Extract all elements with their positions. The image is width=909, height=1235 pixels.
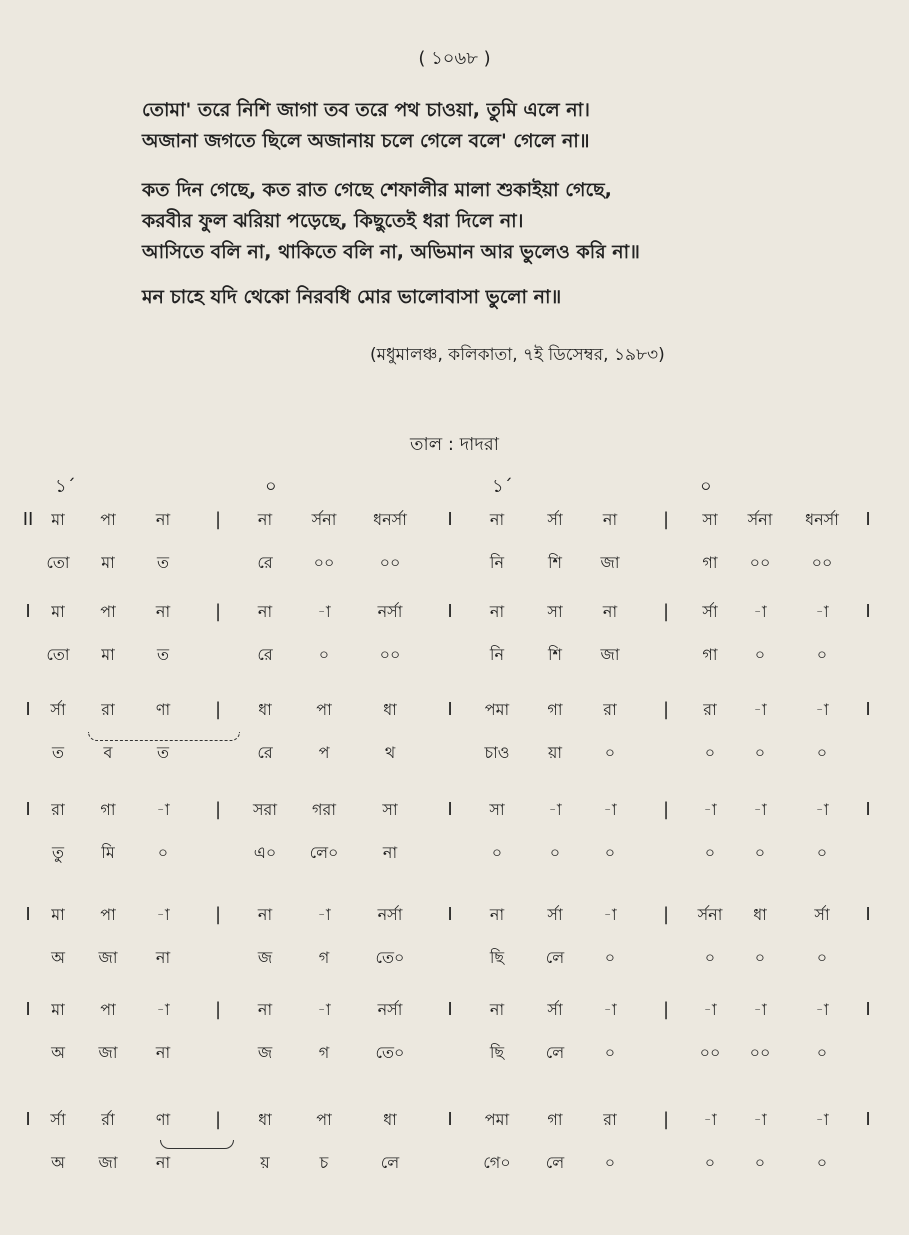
lyric-syllable: লে xyxy=(380,1153,400,1172)
lyric-syllable: গা xyxy=(702,645,718,664)
lyric-syllable: রে xyxy=(257,743,273,762)
lyric-syllable: ০ xyxy=(604,1043,616,1062)
lyric-syllable: রে xyxy=(257,645,273,664)
swara-note: পমা xyxy=(484,1110,510,1129)
swara-note: রা xyxy=(603,700,617,719)
swara-note: ধা xyxy=(383,700,397,719)
swara-note: গা xyxy=(547,1110,563,1129)
lyric-syllable: ০ xyxy=(816,743,828,762)
lyric-syllable: নি xyxy=(489,553,505,572)
swara-note: সা xyxy=(382,800,398,819)
swara-note: -া xyxy=(703,1000,717,1019)
swara-note: না xyxy=(489,1000,505,1019)
bar-line: | xyxy=(662,799,670,820)
lyric-syllable: ০ xyxy=(816,1153,828,1172)
swara-note: সা xyxy=(702,510,718,529)
lyric-syllable: ০ xyxy=(604,1153,616,1172)
swara-note: -া xyxy=(815,800,829,819)
swara-note: না xyxy=(489,510,505,529)
swara-note: র্সা xyxy=(547,510,563,529)
lyric-syllable: গ xyxy=(318,948,330,967)
swara-note: না xyxy=(155,602,171,621)
slur-mark xyxy=(160,1140,234,1149)
bar-line: | xyxy=(662,1109,670,1130)
swara-note: ণা xyxy=(155,1110,171,1129)
swara-note: -া xyxy=(815,602,829,621)
lyric-syllable: শি xyxy=(547,553,563,572)
swara-note: -া xyxy=(703,1110,717,1129)
swara-note: -া xyxy=(815,1110,829,1129)
swara-note: মা xyxy=(51,510,65,529)
swara-note: র্সা xyxy=(547,905,563,924)
swara-note: -া xyxy=(317,905,331,924)
swara-note: র্সা xyxy=(50,700,66,719)
lyric-syllable: মি xyxy=(101,843,115,862)
bar-line: I xyxy=(25,699,31,720)
swara-note: না xyxy=(257,905,273,924)
lyric-syllable: ০০ xyxy=(749,1043,771,1062)
lyric-syllable: ০ xyxy=(754,843,766,862)
lyric-syllable: ০ xyxy=(754,948,766,967)
bar-line: | xyxy=(214,1109,222,1130)
swara-note: ধা xyxy=(383,1110,397,1129)
swara-note: নর্সা xyxy=(377,905,403,924)
lyric-syllable: তে০ xyxy=(375,948,405,967)
lyric-syllable: চ xyxy=(319,1153,329,1172)
swara-note: -া xyxy=(815,1000,829,1019)
bar-line: | xyxy=(214,601,222,622)
lyric-syllable: শি xyxy=(547,645,563,664)
lyric-syllable: ত xyxy=(51,743,65,762)
swara-note: ধনর্সা xyxy=(373,510,407,529)
bar-line: II xyxy=(22,509,34,530)
swara-note: পা xyxy=(316,700,332,719)
swara-note: ধা xyxy=(753,905,767,924)
swara-note: -া xyxy=(317,602,331,621)
lyric-syllable: ০০ xyxy=(749,553,771,572)
swara-note: ণা xyxy=(155,700,171,719)
swara-note: ধনর্সা xyxy=(805,510,839,529)
bar-line: | xyxy=(214,999,222,1020)
bar-line: I xyxy=(865,1109,871,1130)
swara-note: -া xyxy=(753,800,767,819)
swara-note: -া xyxy=(156,1000,170,1019)
swara-note: -া xyxy=(753,602,767,621)
bar-line: I xyxy=(447,509,453,530)
swara-note: মা xyxy=(51,1000,65,1019)
bar-line: I xyxy=(447,904,453,925)
lyric-syllable: ০০ xyxy=(379,553,401,572)
bar-line: | xyxy=(214,509,222,530)
lyrics-block xyxy=(142,95,862,313)
bar-line: I xyxy=(25,904,31,925)
swara-note: রা xyxy=(703,700,717,719)
swara-note: না xyxy=(155,510,171,529)
lyric-syllable: তু xyxy=(51,843,65,862)
lyric-syllable: ছি xyxy=(489,1043,505,1062)
lyric-syllable: নি xyxy=(489,645,505,664)
swara-note: না xyxy=(602,510,618,529)
bar-line: I xyxy=(447,601,453,622)
swara-note: -া xyxy=(603,905,617,924)
lyric-syllable: ০ xyxy=(604,948,616,967)
lyric-syllable: ০০ xyxy=(379,645,401,664)
bar-line: I xyxy=(447,699,453,720)
bar-line: I xyxy=(25,1109,31,1130)
swara-note: পা xyxy=(100,602,116,621)
lyric-syllable: ০০ xyxy=(699,1043,721,1062)
lyric-syllable: ব xyxy=(103,743,113,762)
swara-note: -া xyxy=(548,800,562,819)
swara-note: -া xyxy=(753,1000,767,1019)
swara-note: গরা xyxy=(312,800,336,819)
swara-note: র্রা xyxy=(101,1110,115,1129)
swara-note: না xyxy=(602,602,618,621)
lyric-line: তোমা' তরে নিশি জাগা তব তরে পথ চাওয়া, তুমি এলে না। xyxy=(142,99,590,121)
lyric-line: অজানা জগতে ছিলে অজানায় চলে গেলে বলে' গেলে না॥ xyxy=(142,130,590,152)
bar-line: I xyxy=(25,999,31,1020)
swara-note: র্সনা xyxy=(697,905,723,924)
lyric-syllable: য়া xyxy=(547,743,563,762)
swara-note: র্সা xyxy=(702,602,718,621)
lyric-syllable: ছি xyxy=(489,948,505,967)
beat-mark: ১´ xyxy=(492,476,513,497)
swara-note: সা xyxy=(547,602,563,621)
lyric-syllable: রে xyxy=(257,553,273,572)
source-citation: (মধুমালঞ্চ, কলিকাতা, ৭ই ডিসেম্বর, ১৯৮৩) xyxy=(370,345,665,365)
lyric-syllable: তে০ xyxy=(375,1043,405,1062)
swara-note: নর্সা xyxy=(377,602,403,621)
lyric-syllable: জা xyxy=(98,1043,118,1062)
bar-line: | xyxy=(662,999,670,1020)
lyric-syllable: ০ xyxy=(816,645,828,664)
bar-line: I xyxy=(447,799,453,820)
lyric-syllable: লে xyxy=(545,1043,565,1062)
swara-note: -া xyxy=(317,1000,331,1019)
swara-note: মা xyxy=(51,905,65,924)
lyric-syllable: গা xyxy=(702,553,718,572)
lyric-syllable: জা xyxy=(600,645,620,664)
lyric-syllable: ০ xyxy=(754,1153,766,1172)
swara-note: না xyxy=(489,905,505,924)
swara-note: নর্সা xyxy=(377,1000,403,1019)
lyric-syllable: মা xyxy=(101,645,115,664)
bar-line: I xyxy=(25,601,31,622)
lyric-syllable: ০ xyxy=(754,645,766,664)
lyric-syllable: জা xyxy=(98,1153,118,1172)
lyric-syllable: ০ xyxy=(549,843,561,862)
lyric-syllable: ০ xyxy=(816,843,828,862)
swara-note: -া xyxy=(603,1000,617,1019)
lyric-syllable: লে xyxy=(545,1153,565,1172)
lyric-syllable: ০ xyxy=(704,843,716,862)
bar-line: I xyxy=(447,1109,453,1130)
swara-note: র্সা xyxy=(50,1110,66,1129)
lyric-syllable: ০০ xyxy=(313,553,335,572)
lyric-syllable: অ xyxy=(51,1153,65,1172)
lyric-syllable: না xyxy=(155,1153,171,1172)
bar-line: | xyxy=(662,601,670,622)
lyric-syllable: য় xyxy=(260,1153,270,1172)
swara-note: সা xyxy=(489,800,505,819)
swara-note: গা xyxy=(100,800,116,819)
swara-note: পা xyxy=(316,1110,332,1129)
bar-line: | xyxy=(214,904,222,925)
bar-line: | xyxy=(662,509,670,530)
lyric-syllable: লে xyxy=(545,948,565,967)
lyric-syllable: লে০ xyxy=(309,843,339,862)
beat-mark: ০ xyxy=(265,476,277,497)
swara-note: না xyxy=(489,602,505,621)
lyric-syllable: ০ xyxy=(704,743,716,762)
lyric-syllable: গ xyxy=(318,1043,330,1062)
lyric-syllable: ০ xyxy=(816,948,828,967)
swara-note: -া xyxy=(753,700,767,719)
lyric-syllable: না xyxy=(155,948,171,967)
page-number: ( ১০৬৮ ) xyxy=(418,48,491,69)
bar-line: I xyxy=(865,601,871,622)
swara-note: -া xyxy=(753,1110,767,1129)
taal-heading: তাল : দাদরা xyxy=(410,434,499,455)
lyric-line: মন চাহে যদি থেকো নিরবধি মোর ভালোবাসা ভুলো না॥ xyxy=(142,286,562,308)
bar-line: I xyxy=(447,999,453,1020)
lyric-syllable: প xyxy=(318,743,330,762)
lyric-line: আসিতে বলি না, থাকিতে বলি না, অভিমান আর ভুলেও করি না॥ xyxy=(142,241,640,263)
swara-note: র্সনা xyxy=(311,510,337,529)
swara-note: না xyxy=(257,510,273,529)
lyric-syllable: ত xyxy=(156,743,170,762)
lyric-syllable: না xyxy=(382,843,398,862)
swara-note: ধা xyxy=(258,1110,272,1129)
bar-line: | xyxy=(662,904,670,925)
lyric-syllable: ০ xyxy=(157,843,169,862)
lyric-line: কত দিন গেছে, কত রাত গেছে শেফালীর মালা শুকাইয়া গেছে, xyxy=(142,179,612,201)
bar-line: I xyxy=(865,509,871,530)
lyric-syllable: না xyxy=(155,1043,171,1062)
swara-note: -া xyxy=(703,800,717,819)
lyric-syllable: অ xyxy=(51,1043,65,1062)
swara-note: না xyxy=(257,602,273,621)
swara-note: র্সা xyxy=(814,905,830,924)
swara-note: রা xyxy=(603,1110,617,1129)
swara-note: রা xyxy=(101,700,115,719)
lyric-syllable: ০ xyxy=(318,645,330,664)
slur-mark xyxy=(88,732,240,741)
lyric-syllable: জা xyxy=(600,553,620,572)
swara-note: -া xyxy=(156,905,170,924)
bar-line: I xyxy=(865,699,871,720)
swara-note: -া xyxy=(156,800,170,819)
lyric-syllable: ত xyxy=(156,645,170,664)
lyric-syllable: ০ xyxy=(704,1153,716,1172)
swara-note: গা xyxy=(547,700,563,719)
bar-line: | xyxy=(214,799,222,820)
beat-mark: ১´ xyxy=(55,476,76,497)
swara-note: পা xyxy=(100,510,116,529)
swara-note: মা xyxy=(51,602,65,621)
swara-note: সরা xyxy=(252,800,278,819)
lyric-syllable: মা xyxy=(101,553,115,572)
bar-line: I xyxy=(25,799,31,820)
beat-mark: ০ xyxy=(700,476,712,497)
lyric-syllable: চাও xyxy=(484,743,510,762)
swara-note: ধা xyxy=(258,700,272,719)
bar-line: I xyxy=(865,904,871,925)
lyric-syllable: এ০ xyxy=(253,843,277,862)
lyric-syllable: ০ xyxy=(491,843,503,862)
lyric-syllable: জা xyxy=(98,948,118,967)
swara-note: না xyxy=(257,1000,273,1019)
swara-note: পমা xyxy=(484,700,510,719)
swara-note: পা xyxy=(100,905,116,924)
swara-note: -া xyxy=(815,700,829,719)
lyric-syllable: ০০ xyxy=(811,553,833,572)
swara-note: র্সনা xyxy=(747,510,773,529)
lyric-syllable: অ xyxy=(51,948,65,967)
lyric-syllable: ০ xyxy=(604,843,616,862)
lyric-syllable: ০ xyxy=(604,743,616,762)
swara-note: রা xyxy=(51,800,65,819)
swara-note: র্সা xyxy=(547,1000,563,1019)
lyric-syllable: থ xyxy=(384,743,396,762)
swara-note: -া xyxy=(603,800,617,819)
lyric-syllable: জ xyxy=(257,1043,273,1062)
lyric-syllable: ত xyxy=(156,553,170,572)
lyric-syllable: ০ xyxy=(704,948,716,967)
lyric-syllable: জ xyxy=(257,948,273,967)
swara-note: পা xyxy=(100,1000,116,1019)
bar-line: | xyxy=(662,699,670,720)
lyric-syllable: ০ xyxy=(754,743,766,762)
lyric-syllable: গে০ xyxy=(483,1153,511,1172)
lyric-line: করবীর ফুল ঝরিয়া পড়েছে, কিছুতেই ধরা দিলে না। xyxy=(142,210,524,232)
lyric-syllable: ০ xyxy=(816,1043,828,1062)
bar-line: | xyxy=(214,699,222,720)
bar-line: I xyxy=(865,999,871,1020)
lyric-syllable: তো xyxy=(46,553,70,572)
bar-line: I xyxy=(865,799,871,820)
lyric-syllable: তো xyxy=(46,645,70,664)
